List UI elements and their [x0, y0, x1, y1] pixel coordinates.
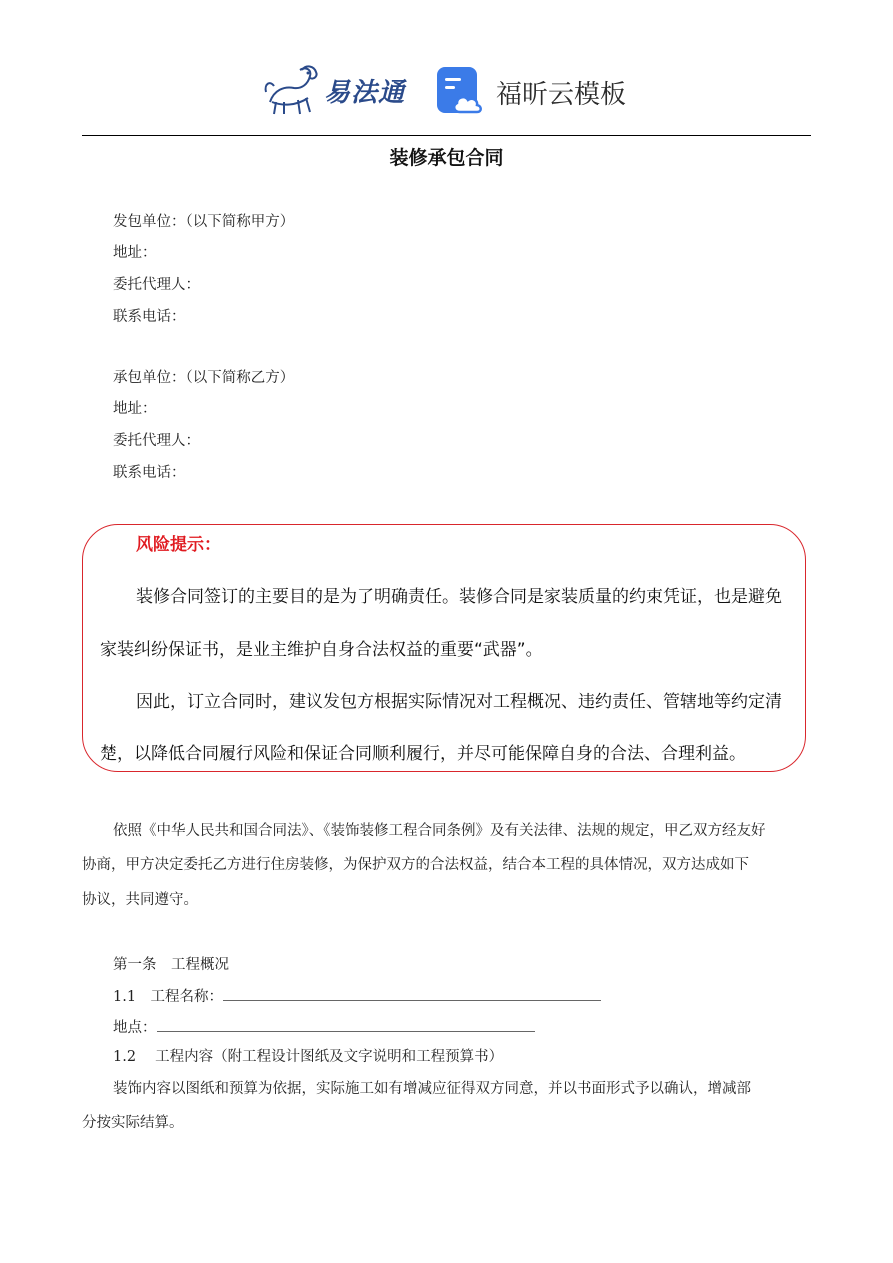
- risk-line: 楚，以降低合同履行风险和保证合同顺利履行，并尽可能保障自身的合法、合理利益。: [100, 744, 746, 764]
- party-a-agent: 委托代理人：: [113, 277, 200, 293]
- risk-line: 因此，订立合同时，建议发包方根据实际情况对工程概况、违约责任、管辖地等约定清: [136, 692, 782, 712]
- project-name-label: 1.1 工程名称：: [113, 989, 224, 1005]
- risk-line: 装修合同签订的主要目的是为了明确责任。装修合同是家装质量的约束凭证，也是避免: [136, 587, 782, 607]
- party-b-address: 地址：: [113, 401, 157, 417]
- project-content-line: 分按实际结算。: [82, 1115, 184, 1131]
- preamble-line: 依照《中华人民共和国合同法》、《装饰装修工程合同条例》及有关法律、法规的规定，甲乙双方经友好: [113, 823, 766, 839]
- logo-right-text: 福昕云模板: [496, 80, 627, 110]
- header-rule: [82, 135, 811, 136]
- project-content-line: 装饰内容以图纸和预算为依据，实际施工如有增减应征得双方同意，并以书面形式予以确认，增减部: [113, 1081, 751, 1097]
- party-a-phone: 联系电话：: [113, 309, 186, 325]
- qilin-icon: [262, 62, 322, 118]
- cloud-document-icon: [436, 66, 486, 116]
- party-a-address: 地址：: [113, 245, 157, 261]
- party-b-unit: 承包单位：（以下简称乙方）: [113, 370, 295, 386]
- party-b-phone: 联系电话：: [113, 465, 186, 481]
- article-1-heading: 第一条 工程概况: [113, 957, 229, 973]
- project-location-label: 地点：: [113, 1020, 157, 1036]
- logo-left-text: 易法通: [324, 78, 406, 108]
- preamble-line: 协议，共同遵守。: [82, 892, 198, 908]
- project-name-blank[interactable]: [223, 986, 601, 1001]
- project-location-row: [113, 1017, 535, 1038]
- foxit-template-logo: [436, 66, 636, 118]
- risk-line: 家装纠纷保证书，是业主维护自身合法权益的重要“武器”。: [100, 640, 543, 660]
- page-header: [0, 0, 893, 136]
- party-b-agent: 委托代理人：: [113, 433, 200, 449]
- party-a-unit: 发包单位：（以下简称甲方）: [113, 214, 295, 230]
- project-content-heading: 1.2 工程内容（附工程设计图纸及文字说明和工程预算书）: [113, 1049, 504, 1065]
- project-name-row: [113, 986, 601, 1007]
- yifatong-logo: [262, 62, 412, 118]
- risk-notice-title: 风险提示：: [136, 535, 221, 555]
- project-location-blank[interactable]: [157, 1017, 535, 1032]
- preamble-line: 协商，甲方决定委托乙方进行住房装修，为保护双方的合法权益，结合本工程的具体情况，双方达成如下: [82, 857, 749, 873]
- document-title: 装修承包合同: [389, 147, 504, 169]
